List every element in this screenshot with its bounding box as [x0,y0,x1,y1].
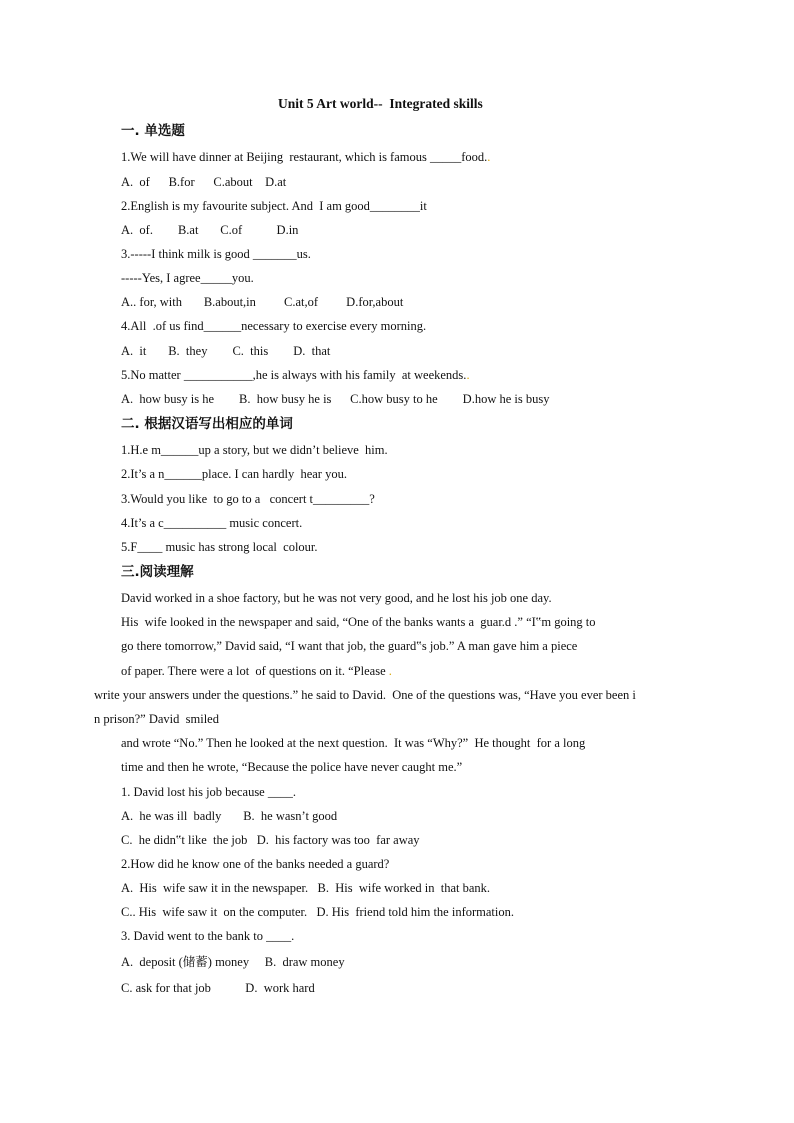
passage-line: time and then he wrote, “Because the police have never caught me.” [121,760,463,774]
section-2-line: 3.Would you like to go to a concert t_________? [121,492,375,506]
section-1-line: A. how busy is he B. how busy he is C.how busy to he D.how he is busy [121,392,550,406]
section-2-heading: 二. 根据汉语写出相应的单词 [121,416,293,432]
section-1-line: A.. for, with B.about,in C.at,of D.for,about [121,295,404,309]
section-1-line: -----Yes, I agree_____you. [121,271,254,285]
section-2-line: 4.It’s a c__________ music concert. [121,516,303,530]
passage-line: write your answers under the questions.” he said to David. One of the questions was, “Have you ever been i [94,688,636,702]
section-1-line: 5.No matter ___________,he is always with his family at weekends.. [121,368,470,382]
section-2-line: 1.H.e m______up a story, but we didn’t believe him. [121,443,388,457]
passage-line: His wife looked in the newspaper and said, “One of the banks wants a guar.d .” “I‟m going to [121,615,596,629]
question-line: A. he was ill badly B. he wasn’t good [121,809,338,823]
passage-line: and wrote “No.” Then he looked at the next question. It was “Why?” He thought for a long [121,736,586,750]
question-line: 1. David lost his job because ____. [121,785,296,799]
question-line: A. deposit (储蓄) money B. draw money [121,955,345,969]
section-1-line: 3.-----I think milk is good _______us. [121,247,311,261]
section-1-line: 2.English is my favourite subject. And I am good________it [121,199,427,213]
passage-line: n prison?” David smiled [94,712,219,726]
question-line: C. he didn‟t like the job D. his factory was too far away [121,833,420,847]
section-2-line: 5.F____ music has strong local colour. [121,540,318,554]
question-line: C. ask for that job D. work hard [121,981,315,995]
question-line: 3. David went to the bank to ____. [121,929,295,943]
question-line: A. His wife saw it in the newspaper. B. His wife worked in that bank. [121,881,491,895]
question-line: 2.How did he know one of the banks needed a guard? [121,857,390,871]
passage-line: go there tomorrow,” David said, “I want that job, the guard‟s job.” A man gave him a piece [121,639,578,653]
section-2-line: 2.It’s a n______place. I can hardly hear you. [121,467,347,481]
section-1-line: A. it B. they C. this D. that [121,344,331,358]
question-line: C.. His wife saw it on the computer. D. His friend told him the information. [121,905,514,919]
section-1-line: 1.We will have dinner at Beijing restaurant, which is famous _____food.. [121,150,491,164]
passage-line: of paper. There were a lot of questions on it. “Please . [121,664,392,678]
section-1-heading: 一. 单选题 [121,123,185,139]
section-3-heading: 三.阅读理解 [121,564,194,580]
passage-line: David worked in a shoe factory, but he was not very good, and he lost his job one day. [121,591,552,605]
section-1-line: A. of. B.at C.of D.in [121,223,299,237]
section-1-line: A. of B.for C.about D.at [121,175,287,189]
page-title: Unit 5 Art world-- Integrated skills [278,96,483,111]
section-1-line: 4.All .of us find______necessary to exercise every morning. [121,319,427,333]
